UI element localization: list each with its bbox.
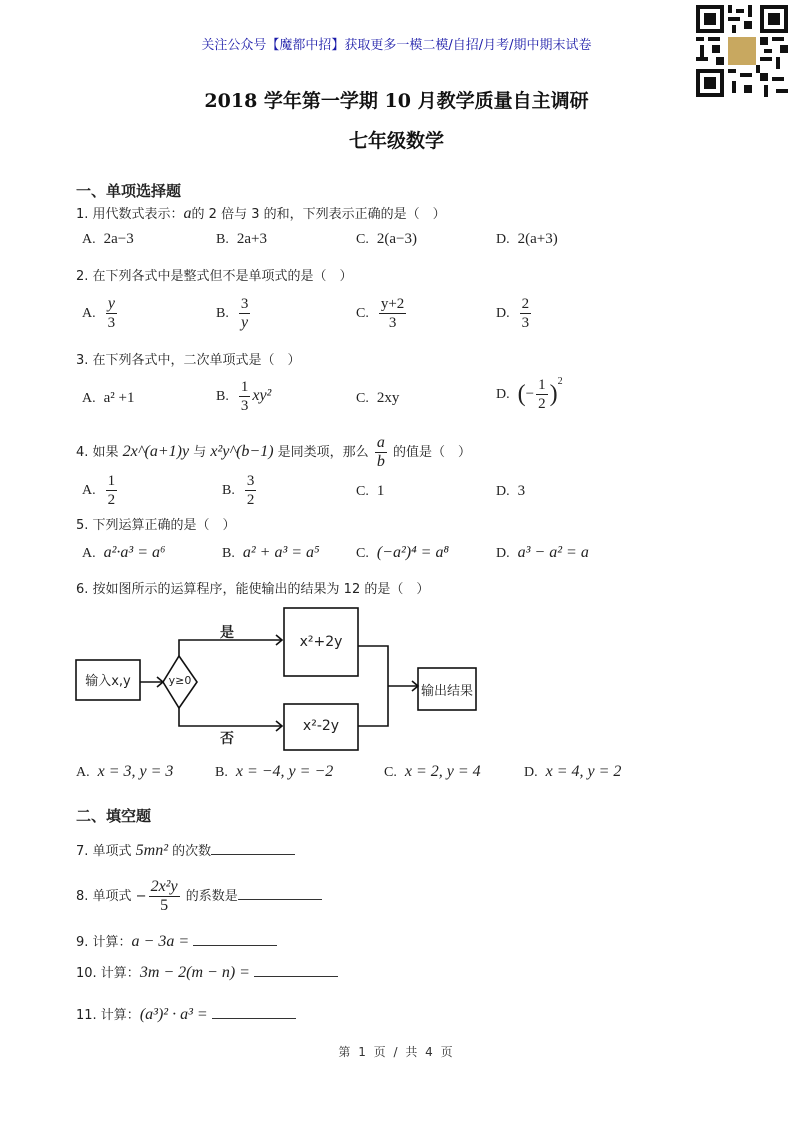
answer-blank-7[interactable] (211, 842, 295, 855)
answer-blank-10[interactable] (254, 964, 338, 977)
flow-input-box: 输入x,y (85, 674, 131, 689)
q6-option-b[interactable]: B. x = −4, y = −2 (215, 763, 334, 780)
answer-blank-9[interactable] (193, 933, 277, 946)
answer-blank-11[interactable] (212, 1006, 296, 1019)
qr-code-icon (696, 5, 788, 97)
q5-option-b[interactable]: B. a² + a³ = a⁵ (222, 544, 320, 561)
exam-subtitle: 七年级数学 (348, 130, 444, 152)
flow-no-operation: x²-2y (302, 718, 340, 734)
q2-option-a[interactable]: A. $\frac{y}{3}$ (82, 295, 116, 331)
q3-option-b[interactable]: B. $\frac{1}{3}$ xy² (216, 379, 272, 414)
q6-option-d[interactable]: D. x = 4, y = 2 (524, 763, 622, 780)
flow-yes-label: 是 (220, 625, 234, 641)
question-6-stem: 6. 按如图所示的运算程序，能使输出的结果为 12 的是（ ） (76, 582, 430, 597)
q2-option-c[interactable]: C. $\frac{y+2}{3}$ (356, 296, 405, 331)
q3-option-d[interactable]: D. (− $\frac{1}{2}$ )$^2$ (496, 376, 563, 412)
q1-option-d[interactable]: D. 2(a+3) (496, 231, 558, 247)
q2-option-b[interactable]: B. $\frac{3}{y}$ (216, 296, 249, 331)
q1-option-c[interactable]: C. 2(a−3) (356, 231, 417, 247)
q5-option-d[interactable]: D. a³ − a² = a (496, 544, 589, 561)
answer-blank-8[interactable] (238, 887, 322, 900)
question-8: 8. 单项式 − $\frac{\text{2x²y}}{5}$ 的系数是 (76, 878, 322, 915)
q6-option-a[interactable]: A. x = 3, y = 3 (76, 763, 174, 780)
question-3-stem: 3. 在下列各式中，二次单项式是（ ） (76, 353, 301, 368)
q6-option-c[interactable]: C. x = 2, y = 4 (384, 763, 481, 780)
q5-option-a[interactable]: A. a²·a³ = a⁶ (82, 544, 166, 561)
question-7: 7. 单项式 5mn² 的次数 (76, 840, 295, 860)
promo-banner: 关注公众号【魔都中招】获取更多一模二模/自招/月考/期中期末试卷 (201, 38, 592, 53)
question-1-stem: 1. 用代数式表示：a的 2 倍与 3 的和，下列表示正确的是（ ） (76, 205, 446, 222)
question-2-stem: 2. 在下列各式中是整式但不是单项式的是（ ） (76, 269, 353, 284)
flow-no-label: 否 (220, 731, 234, 747)
q3-option-a[interactable]: A. a² +1 (82, 390, 135, 406)
question-5-stem: 5. 下列运算正确的是（ ） (76, 518, 236, 533)
question-4-stem: 4. 如果 2x^(a+1)y 与 x²y^(b−1) 是同类项，那么 $\frac{a}{b}$ 的值是（ ） (76, 434, 471, 470)
flow-yes-operation: x²+2y (299, 634, 343, 650)
question-11: 11. 计算：(a³)² · a³ = (76, 1004, 296, 1024)
q4-option-b[interactable]: B. $\frac{3}{2}$ (222, 473, 255, 508)
q1-option-b[interactable]: B. 2a+3 (216, 231, 267, 247)
section-heading-fill-blank: 二、填空题 (76, 807, 152, 825)
q2-option-d[interactable]: D. $\frac{2}{3}$ (496, 296, 530, 331)
question-10: 10. 计算：3m − 2(m − n) = (76, 962, 338, 982)
flow-output-box: 输出结果 (420, 684, 473, 699)
page-number: 第 1 页 / 共 4 页 (338, 1045, 455, 1059)
flowchart-diagram (72, 604, 482, 752)
q1-option-a[interactable]: A. 2a−3 (82, 231, 134, 247)
q4-option-d[interactable]: D. 3 (496, 483, 526, 499)
q4-option-c[interactable]: C. 1 (356, 483, 385, 499)
q4-option-a[interactable]: A. $\frac{1}{2}$ (82, 473, 116, 508)
question-9: 9. 计算：a − 3a = (76, 931, 277, 951)
exam-title: 2018 学年第一学期 10 月教学质量自主调研 (204, 90, 589, 112)
q3-option-c[interactable]: C. 2xy (356, 390, 400, 406)
q5-option-c[interactable]: C. (−a²)⁴ = a⁸ (356, 544, 450, 561)
section-heading-choice: 一、单项选择题 (76, 182, 182, 200)
flow-condition: y≥0 (168, 674, 192, 687)
